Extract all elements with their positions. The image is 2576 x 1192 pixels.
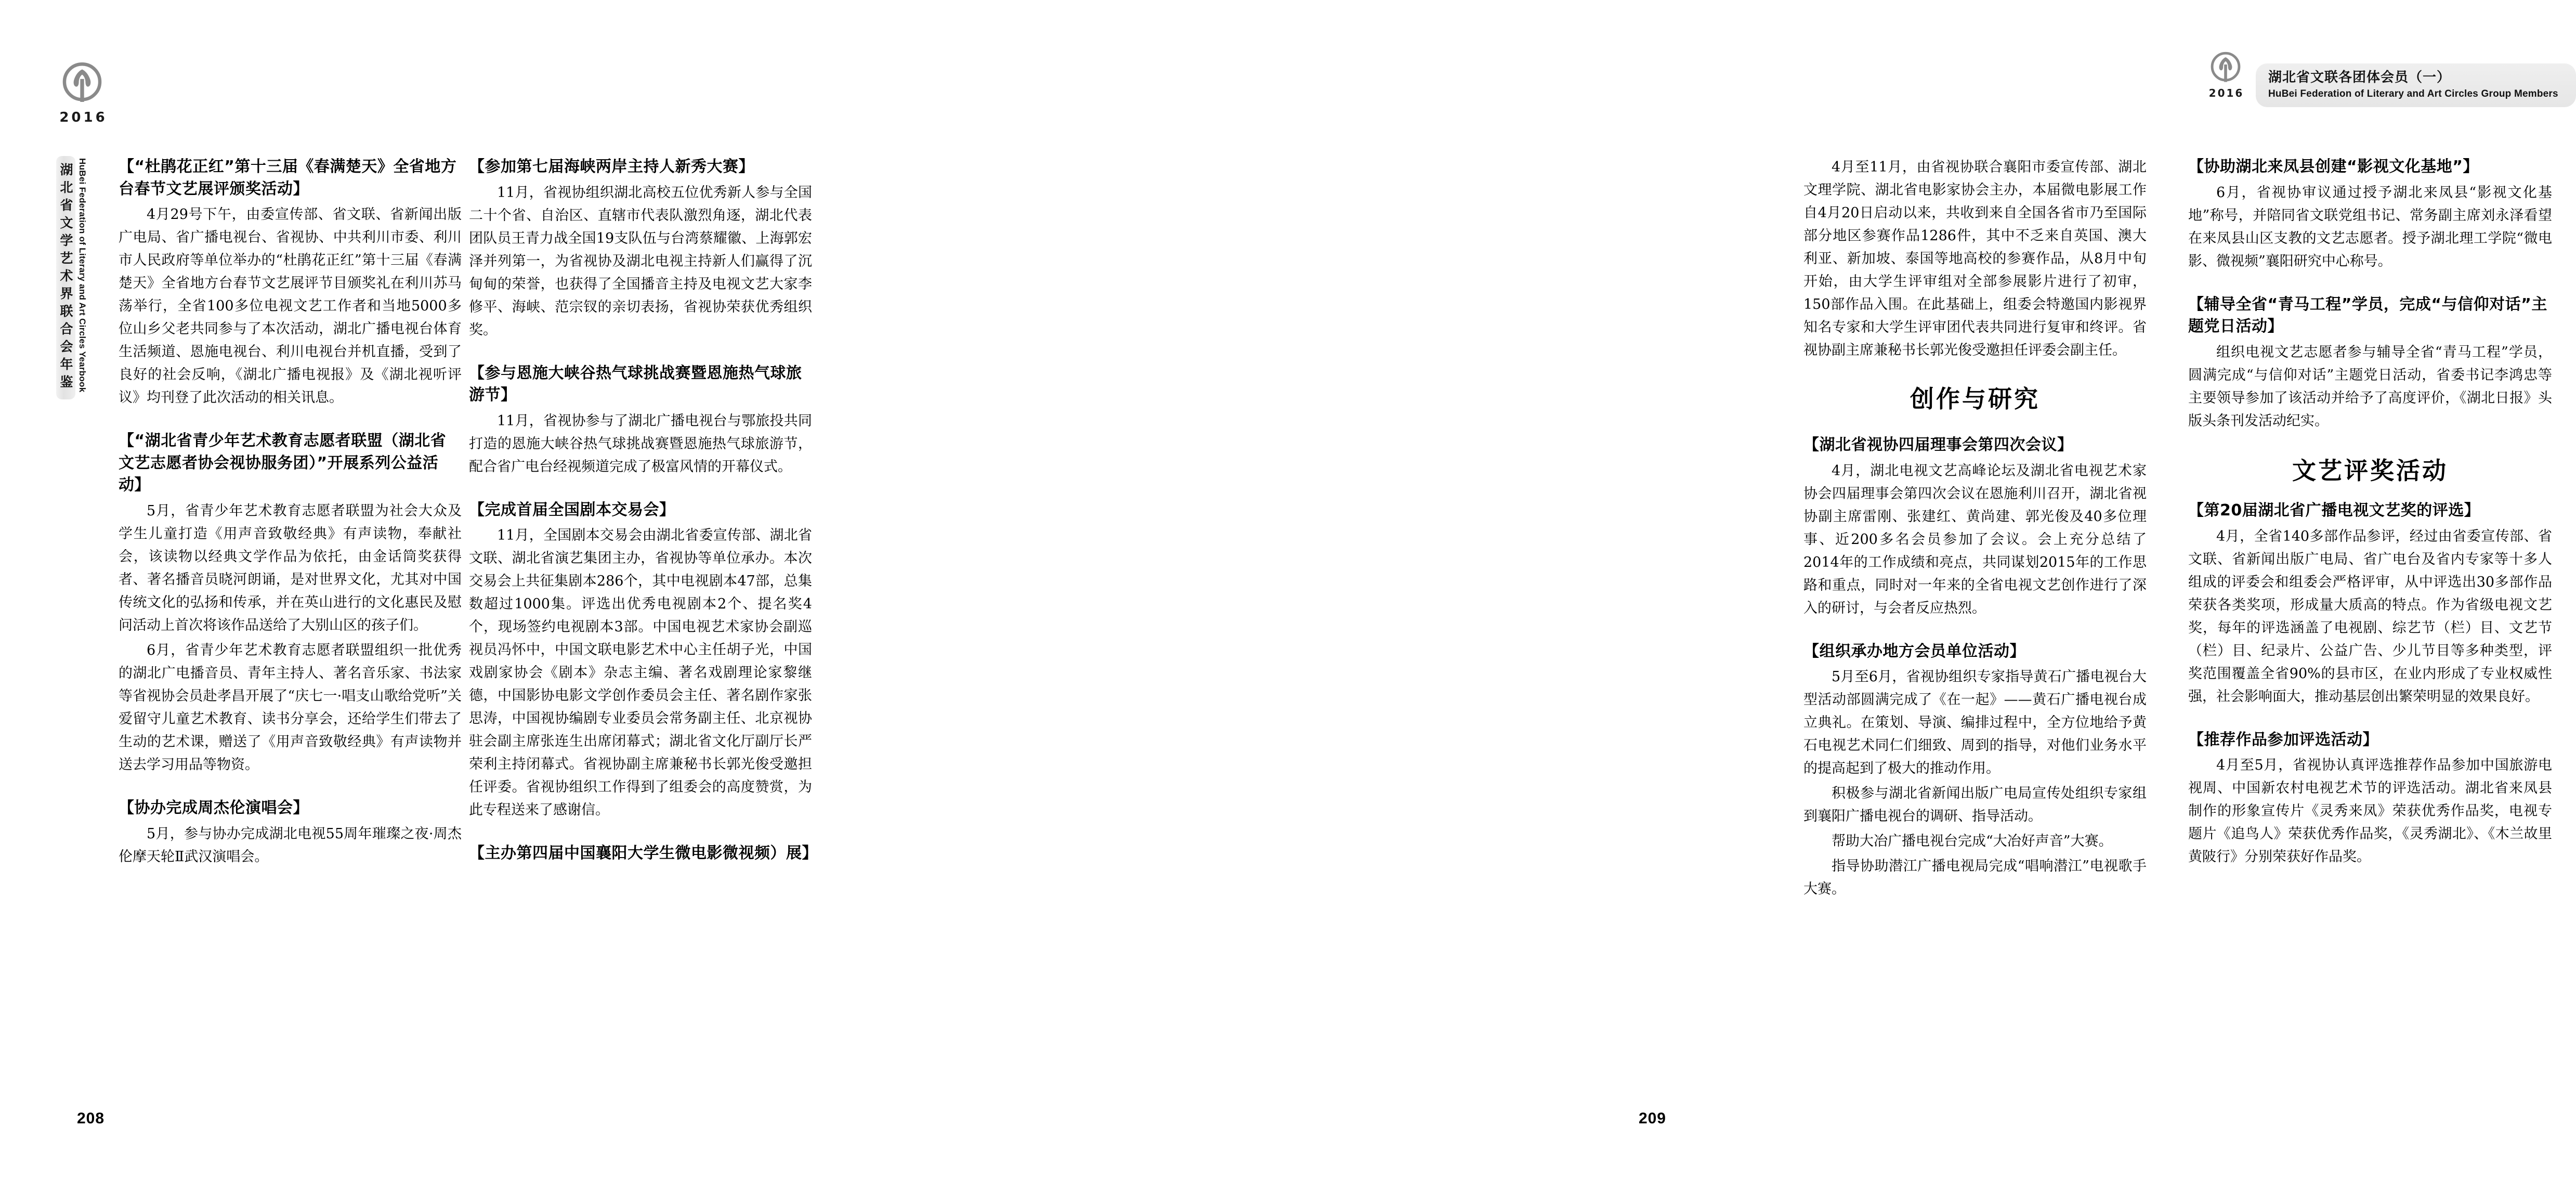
article-paragraph: 4月至11月，由省视协联合襄阳市委宣传部、湖北文理学院、湖北省电影家协会主办，本届微电影展工作自4月20日启动以来，共收到来自全国各省市乃至国际部分地区参赛作品1286件，其中不乏来自英国、澳大利亚、新加坡、泰国等地高校的参赛作品，从8月中旬开始，由大学生评审组对全部参展影片进行了初审，150部作品入围。在此基础上，组委会特邀国内影视界知名专家和大学生评审团代表共同进行复审和终评。省视协副主席兼秘书长郭光俊受邀担任评委会副主任。 <box>1803 159 2147 358</box>
article-heading: 【完成首届全国剧本交易会】 <box>469 500 675 519</box>
spine-banner <box>56 156 87 399</box>
section-title-creation-research: 创作与研究 <box>1910 385 2040 413</box>
article-paragraph: 积极参与湖北省新闻出版广电局宣传处组织专家组到襄阳广播电视台的调研、指导活动。 <box>1803 785 2147 825</box>
article-paragraph: 帮助大冶广播电视台完成“大冶好声音”大赛。 <box>1832 833 2113 850</box>
text-column-1 <box>119 156 462 871</box>
header-title-band <box>2256 63 2576 107</box>
article-paragraph: 4月29号下午，由委宣传部、省文联、省新闻出版广电局、省广播电视台、省视协、中共利川市委、利川市人民政府等单位举办的“杜鹃花正红”第十三届《春满楚天》全省地方台春节文艺展评节目颁奖礼在利川苏马荡举行，全省100多位电视文艺工作者和当地5000多位山乡父老共同参与了本次活动，湖北广播电视台体育生活频道、恩施电视台、利川电视台并机直播，受到了良好的社会反响，《湖北广播电视报》及《湖北视听评议》均刊登了此次活动的相关讯息。 <box>119 206 462 406</box>
article-block <box>469 499 812 822</box>
article-heading: 【推荐作品参加评选活动】 <box>2188 730 2378 749</box>
article-paragraph: 11月，省视协参与了湖北广播电视台与鄂旅投共同打造的恩施大峡谷热气球挑战赛暨恩施热气球旅游节，配合省广电台经视频道完成了极富风情的开幕仪式。 <box>469 412 812 475</box>
article-paragraph: 6月，省青少年艺术教育志愿者联盟组织一批优秀的湖北广电播音员、青年主持人、著名音乐家、书法家等省视协会员赴孝昌开展了“庆七一·唱支山歌给党听”关爱留守儿童艺术教育、读书分享会，还给学生们带去了生动的艺术课，赠送了《用声音致敬经典》有声读物并送去学习用品等物资。 <box>119 642 462 773</box>
article-heading: 【“杜鹃花正红”第十三届《春满楚天》全省地方台春节文艺展评颁奖活动】 <box>119 158 457 198</box>
article-block <box>469 362 812 478</box>
article-paragraph: 组织电视文艺志愿者参与辅导全省“青马工程”学员，圆满完成“与信仰对话”主题党日活动，省委书记李鸿忠等主要领导参加了该活动并给予了高度评价，《湖北日报》头版头条刊发活动纪实。 <box>2188 344 2552 429</box>
article-block <box>2188 729 2552 869</box>
article-block <box>1803 434 2147 620</box>
page-left <box>0 0 872 1192</box>
page-number-right: 209 <box>1638 1110 1666 1127</box>
article-paragraph: 5月至6月，省视协组织专家指导黄石广播电视台大型活动部圆满完成了《在一起》——黄石广播电视台成立典礼。在策划、导演、编排过程中，全方位地给予黄石电视艺术同仁们细致、周到的指导，对他们业务水平的提高起到了极大的推动作用。 <box>1803 669 2147 777</box>
text-column-3 <box>1803 156 2147 903</box>
header-logo-block <box>2198 50 2254 99</box>
article-heading: 【协助湖北来凤县创建“影视文化基地”】 <box>2188 158 2479 176</box>
article-heading: 【辅导全省“青马工程”学员，完成“与信仰对话”主题党日活动】 <box>2188 295 2547 336</box>
article-paragraph: 4月，湖北电视文艺高峰论坛及湖北省电视艺术家协会四届理事会第四次会议在恩施利川召开，湖北省视协副主席雷刚、张建红、黄尚建、郭光俊及40多位理事、近200多名会员参加了会议。会上充分总结了2014年的工作成绩和亮点，共同谋划2015年的工作思路和重点，同时对一年来的全省电视文艺创作进行了深入的研讨，与会者反应热烈。 <box>1803 462 2147 616</box>
article-paragraph: 11月，全国剧本交易会由湖北省委宣传部、湖北省文联、湖北省演艺集团主办，省视协等单位承办。本次交易会上共征集剧本286个，其中电视剧本47部，总集数超过1000集。评选出优秀电视剧本2个、提名奖4个，现场签约电视剧本3部。中国电视艺术家协会副巡视员冯怀中，中国文联电影艺术中心主任胡子光，中国戏剧家协会《剧本》杂志主编、著名戏剧理论家黎继德，中国影协电影文学创作委员会主任、著名剧作家张思涛，中国视协编剧专业委员会常务副主任、北京视协驻会副主席张连生出席闭幕式；湖北省文化厅副厅长严荣利主持闭幕式。省视协副主席兼秘书长郭光俊受邀担任评委。省视协组织工作得到了组委会的高度赞赏，为此专程送来了感谢信。 <box>469 527 812 819</box>
article-block <box>1803 641 2147 901</box>
page-number-left: 208 <box>77 1110 105 1127</box>
spine-title-en: HuBei Federation of Literary and Art Circles Yearbook <box>77 158 87 393</box>
article-block <box>119 430 462 776</box>
article-paragraph: 4月至5月，省视协认真评选推荐作品参加中国旅游电视周、中国新农村电视艺术节的评选活动。湖北省来凤县制作的形象宣传片《灵秀来凤》荣获优秀作品奖，电视专题片《追鸟人》荣获优秀作品奖，《灵秀湖北》、《木兰故里黄陂行》分别荣获好作品奖。 <box>2188 757 2552 865</box>
article-paragraph: 6月，省视协审议通过授予湖北来凤县“影视文化基地”称号，并陪同省文联党组书记、常务副主席刘永泽看望在来凤县山区支教的文艺志愿者。授予湖北理工学院“微电影、微视频”襄阳研究中心称号。 <box>2188 184 2552 269</box>
article-heading: 【第20届湖北省广播电视文艺奖的评选】 <box>2188 501 2480 520</box>
section-title-arts-awards: 文艺评奖活动 <box>2292 456 2448 485</box>
article-block <box>119 156 462 409</box>
logo-year-label: 2016 <box>59 110 108 125</box>
text-column-2 <box>469 156 818 868</box>
article-paragraph: 5月，省青少年艺术教育志愿者联盟为社会大众及学生儿童打造《用声音致敬经典》有声读物，奉献社会，该读物以经典文学作品为依托，由金话筒奖获得者、著名播音员晓河朗诵，是对世界文化，尤其对中国传统文化的弘扬和传承，并在英山进行的文化惠民及慰问活动上首次将该作品送给了大别山区的孩子们。 <box>119 502 462 633</box>
article-block <box>469 156 812 342</box>
article-heading: 【参加第七届海峡两岸主持人新秀大赛】 <box>469 158 754 176</box>
header-title-cn: 湖北省文联各团体会员（一） <box>2268 70 2451 85</box>
article-heading: 【参与恩施大峡谷热气球挑战赛暨恩施热气球旅游节】 <box>469 364 802 405</box>
running-header <box>2198 50 2576 107</box>
article-heading: 【组织承办地方会员单位活动】 <box>1803 642 2025 660</box>
yearbook-logo-block <box>53 60 111 125</box>
article-heading: 【协办完成周杰伦演唱会】 <box>119 798 309 817</box>
article-paragraph: 4月，全省140多部作品参评，经过由省委宣传部、省文联、省新闻出版广电局、省广电台及省内专家等十多人组成的评委会和组委会严格评审，从中评选出30多部作品荣获各类奖项，形成量大质高的特点。作为省级电视文艺奖，每年的评选涵盖了电视剧、综艺节（栏）目、文艺节（栏）目、纪录片、公益广告、少儿节目等多种类型，评奖范围覆盖全省90%的县市区，在业内形成了专业权威性强，社会影响面大，推动基层创出繁荣明显的效果良好。 <box>2188 528 2552 705</box>
federation-emblem-icon <box>58 60 106 108</box>
federation-emblem-icon <box>2207 50 2244 86</box>
logo-year-label: 2016 <box>2208 87 2244 99</box>
page-right <box>872 0 2558 1192</box>
article-paragraph: 指导协助潜江广播电视局完成“唱响潜江”电视歌手大赛。 <box>1803 858 2147 898</box>
article-block <box>2188 156 2552 273</box>
article-block <box>2188 500 2552 708</box>
article-block <box>469 843 818 865</box>
article-heading: 【湖北省视协四届理事会第四次会议】 <box>1803 436 2073 455</box>
article-heading: 【主办第四届中国襄阳大学生微电影微视频）展】 <box>469 844 818 863</box>
article-block <box>2188 294 2552 433</box>
article-heading: 【“湖北省青少年艺术教育志愿者联盟（湖北省文艺志愿者协会视协服务团）”开展系列公益活动】 <box>119 432 447 495</box>
header-title-en: HuBei Federation of Literary and Art Circles Group Members <box>2268 88 2558 100</box>
article-paragraph: 11月，省视协组织湖北高校五位优秀新人参与全国二十个省、自治区、直辖市代表队激烈角逐，湖北代表团队员王青力战全国19支队伍与台湾蔡耀徽、上海郭宏泽并列第一，为省视协及湖北电视主持新人们赢得了沉甸甸的荣誉，也获得了全国播音主持及电视文艺大家李修平、海峡、范宗钗的亲切表扬，省视协荣获优秀组织奖。 <box>469 184 812 338</box>
article-paragraph: 5月，参与协办完成湖北电视55周年璀璨之夜·周杰伦摩天轮Ⅱ武汉演唱会。 <box>119 825 462 865</box>
article-block <box>119 797 462 869</box>
text-column-4 <box>2188 156 2552 871</box>
spine-title-cn: 湖北省文学艺术界联合会年鉴 <box>56 156 75 399</box>
